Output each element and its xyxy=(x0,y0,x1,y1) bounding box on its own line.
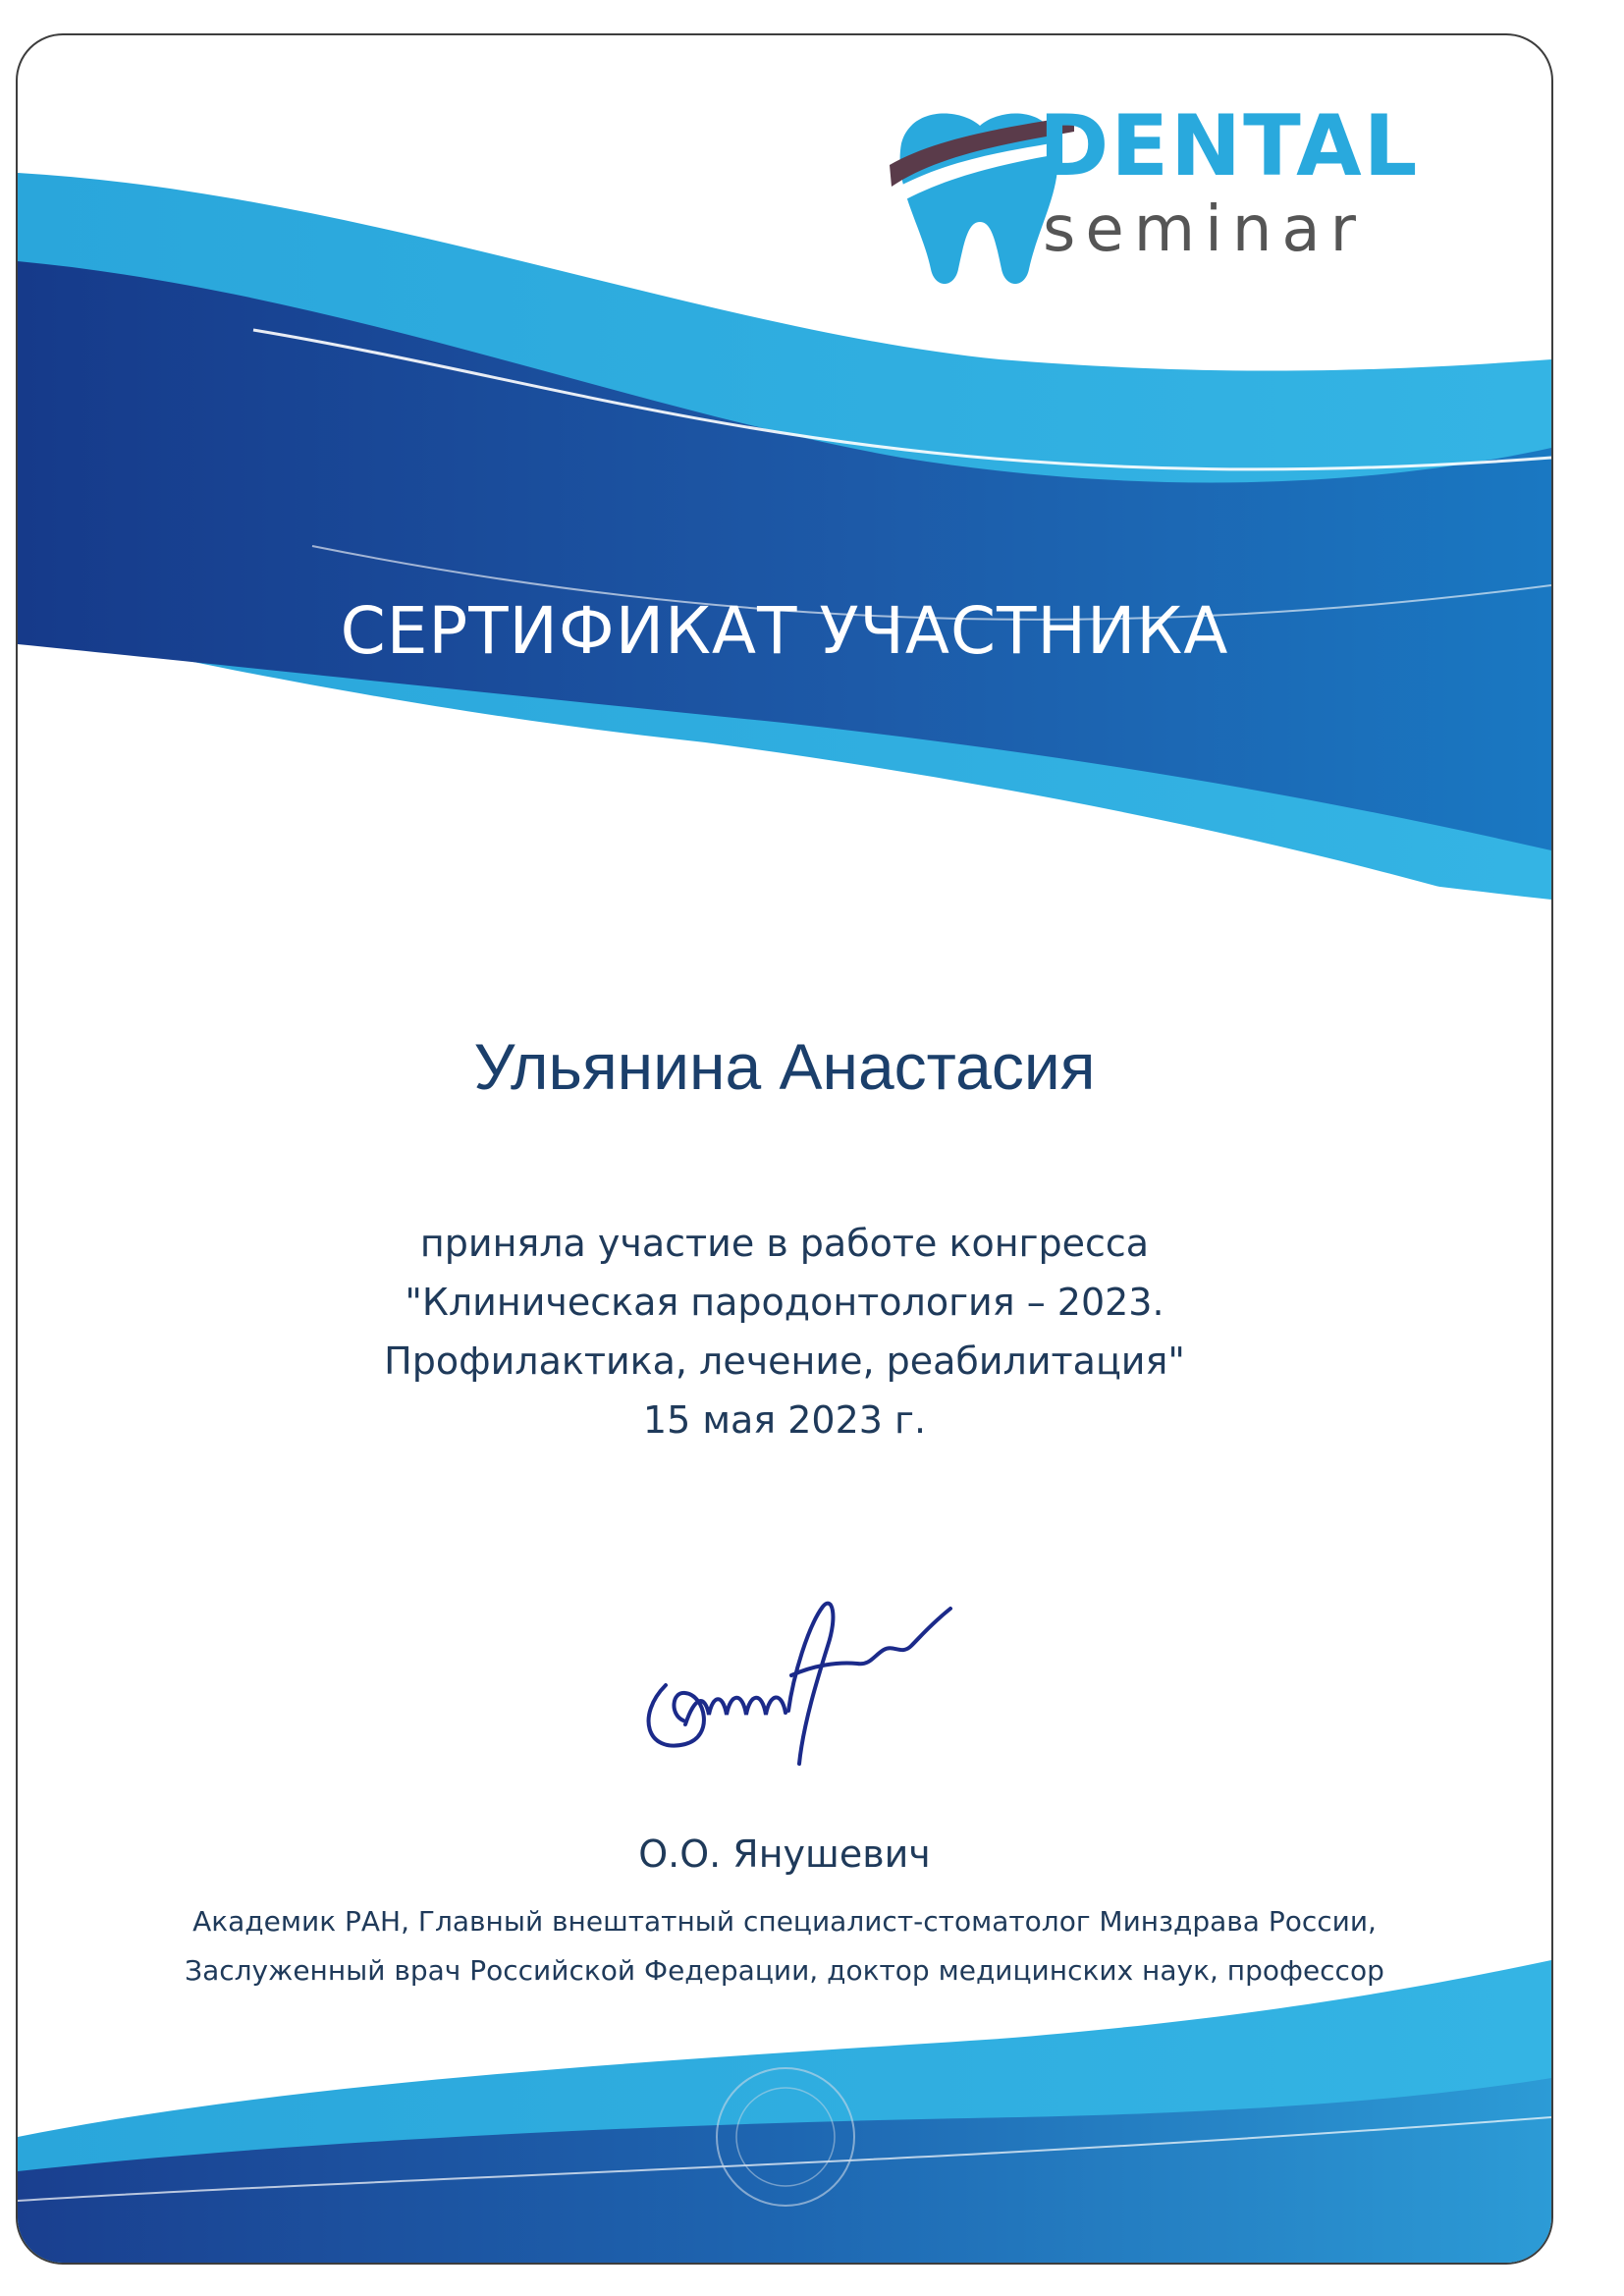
brand-name-main: DENTAL xyxy=(1039,97,1420,195)
credentials-line: Заслуженный врач Российской Федерации, доктор медицинских наук, профессор xyxy=(185,1954,1384,1987)
description-line: 15 мая 2023 г. xyxy=(642,1398,927,1442)
recipient-name: Ульянина Анастасия xyxy=(473,1030,1096,1103)
certificate-frame xyxy=(16,33,1553,2265)
brand-name-sub: seminar xyxy=(1043,193,1366,266)
signatory-credentials xyxy=(18,1897,1551,1995)
description-line: приняла участие в работе конгресса xyxy=(419,1222,1150,1265)
credentials-line: Академик РАН, Главный внештатный специалист-стоматолог Минздрава России, xyxy=(192,1905,1377,1938)
description-line: "Клиническая пародонтология – 2023. xyxy=(405,1281,1164,1324)
signature xyxy=(626,1567,980,1783)
brand-logo-text xyxy=(1039,97,1420,266)
certificate-description xyxy=(18,1214,1551,1449)
description-line: Профилактика, лечение, реабилитация" xyxy=(384,1339,1185,1383)
certificate-title: СЕРТИФИКАТ УЧАСТНИКА xyxy=(340,593,1229,669)
signatory-name: О.О. Янушевич xyxy=(638,1832,931,1876)
